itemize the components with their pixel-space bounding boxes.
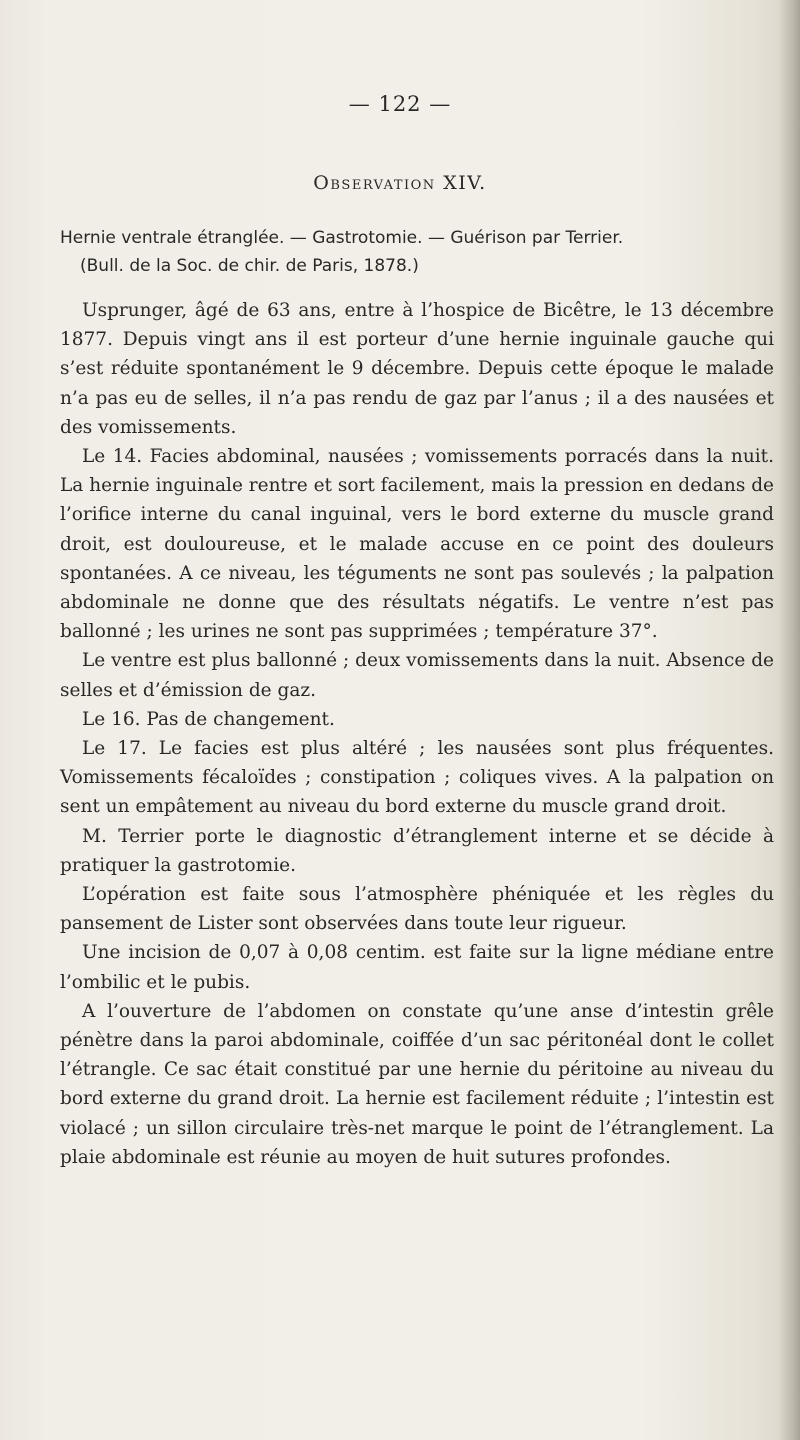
page-number: — 122 — [348, 92, 452, 116]
paragraph: M. Terrier porte le diagnostic d’étranglement interne et se décide à pratiquer la gastrotomie. [60, 825, 774, 876]
paragraph: Le ventre est plus ballonné ; deux vomissements dans la nuit. Absence de selles et d’émission de gaz. [60, 650, 774, 701]
observation-subtitle [60, 224, 775, 280]
page-edge-shadow [778, 0, 800, 1440]
paragraph: Le 14. Facies abdominal, nausées ; vomissements porracés dans la nuit. La hernie inguinale rentre et sort facilement, mais la pression en dedans de l’orifice interne du canal inguinal, vers le bord externe du muscle grand droit, est douloureuse, et le malade accuse en ce point des douleurs spontanées. A ce niveau, les téguments ne sont pas soulevés ; la palpation abdominale ne donne que des résultats négatifs. Le ventre n’est pas ballonné ; les urines ne sont pas supprimées ; température 37°. [60, 446, 774, 643]
paragraph: Le 16. Pas de changement. [82, 708, 335, 730]
body-text [60, 296, 774, 1172]
paragraph: Une incision de 0,07 à 0,08 centim. est faite sur la ligne médiane entre l’ombilic et le pubis. [60, 942, 774, 993]
paragraph: A l’ouverture de l’abdomen on constate qu’une anse d’intestin grêle pénètre dans la paroi abdominale, coiffée d’un sac péritonéal dont le collet l’étrangle. Ce sac était constitué par une hernie du péritoine au niveau du bord externe du grand droit. La hernie est facilement réduite ; l’intestin est violacé ; un sillon circulaire très-net marque le point de l’étranglement. La plaie abdominale est réunie au moyen de huit sutures profondes. [60, 1000, 774, 1168]
observation-title: Observation XIV. [313, 172, 487, 194]
paragraph: L’opération est faite sous l’atmosphère phéniquée et les règles du pansement de Lister sont observées dans toute leur rigueur. [60, 884, 774, 935]
paragraph: Le 17. Le facies est plus altéré ; les nausées sont plus fréquentes. Vomissements fécaloïdes ; constipation ; coliques vives. A la palpation on sent un empâtement au niveau du bord externe du muscle grand droit. [60, 738, 774, 818]
subtitle-line-1: Hernie ventrale étranglée. — Gastrotomie. — Guérison par Terrier. [60, 228, 624, 248]
paragraph: Usprunger, âgé de 63 ans, entre à l’hospice de Bicêtre, le 13 décembre 1877. Depuis vingt ans il est porteur d’une hernie inguinale gauche qui s’est réduite spontanément le 9 décembre. Depuis cette époque le malade n’a pas eu de selles, il n’a pas rendu de gaz par l’anus ; il a des nausées et des vomissements. [60, 300, 774, 438]
subtitle-line-2: (Bull. de la Soc. de chir. de Paris, 1878.) [80, 256, 419, 276]
